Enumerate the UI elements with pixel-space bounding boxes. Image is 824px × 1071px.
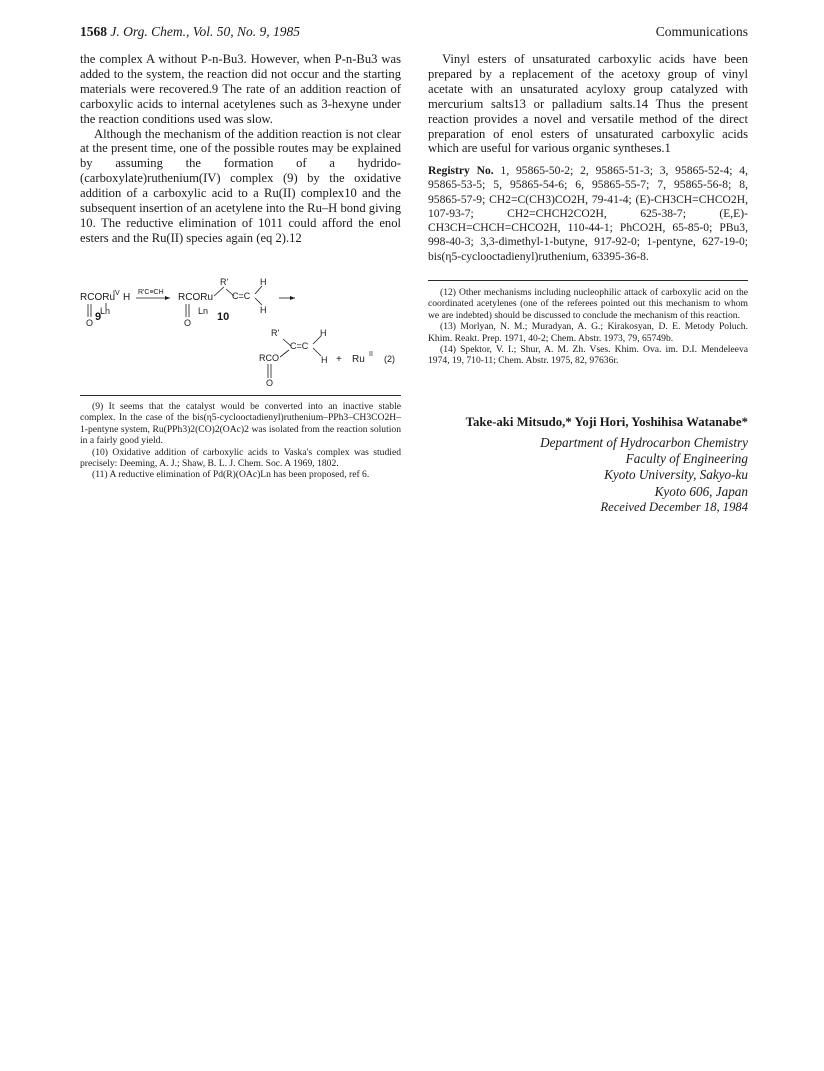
affiliation-city: Kyoto 606, Japan xyxy=(654,483,748,499)
acetylene-reagent: R'C≡CH xyxy=(138,289,164,296)
product-h2: H xyxy=(321,355,328,365)
page-number: 1568 xyxy=(80,24,107,39)
affiliation-department: Department of Hydrocarbon Chemistry xyxy=(540,435,748,450)
complex-10-formula: RCORu xyxy=(178,292,214,303)
complex-10-h2-bond xyxy=(255,298,262,305)
product-h2-bond xyxy=(313,348,321,356)
volume-issue: Vol. 50, No. 9, 1985 xyxy=(192,24,301,39)
author-list: Take-aki Mitsudo,* Yoji Hori, Yoshihisa Watanabe* xyxy=(465,415,748,429)
affiliation xyxy=(428,435,748,500)
paragraph-1: the complex A without P-n-Bu3. However, when P-n-Bu3 was added to the system, the reaction did not occur and the starting materials were recovered.9 The rate of an addition reaction of carboxylic acids to internal acetylenes such as 3-hexyne under the reaction conditions used was slow. xyxy=(80,52,401,126)
complex-10-ru-c-bond xyxy=(214,287,224,296)
compound-label-9: 9 xyxy=(95,311,102,323)
footnote-14: (14) Spektor, V. I.; Shur, A. M. Zh. Vses. Khim. Ova. im. D.I. Mendeleeva 1974, 19, 710-11; Chem. Abstr. 1975, 82, 97636r. xyxy=(428,344,748,367)
complex-10-h1: H xyxy=(260,277,267,287)
affiliation-university: Kyoto University, Sakyo-ku xyxy=(604,467,748,483)
reaction-arrow-2-head xyxy=(290,296,295,300)
complex-10-r-prime: R' xyxy=(220,277,229,287)
ruthenium-species: Ru xyxy=(352,354,365,365)
reaction-arrow-1-head xyxy=(165,296,170,300)
complex-10-h2: H xyxy=(260,305,267,315)
footnote-9: (9) It seems that the catalyst would be converted into an inactive stable complex. In the case of the bis(η5-cyclooctadienyl)ruthenium–PPh3–CH3CO2H–1-pentyne system, Ru(PPh3)2(CO)2(OAc)2 was isolated from the reaction solution in a fairly good yield. xyxy=(80,401,401,447)
reaction-scheme-eq2 xyxy=(78,276,408,418)
registry-label: Registry No. xyxy=(428,164,494,177)
running-header xyxy=(80,24,748,44)
complex-10-oxygen: O xyxy=(184,318,192,328)
product-oxygen: O xyxy=(266,378,274,388)
complex-10-h1-bond xyxy=(255,286,262,294)
ruthenium-oxidation-state: II xyxy=(369,351,373,358)
product-ester-group: RCO xyxy=(259,353,279,363)
right-footnotes xyxy=(428,287,748,367)
complex-10-alkene: C=C xyxy=(232,291,251,301)
product-alkene: C=C xyxy=(290,341,309,351)
product-r-prime: R' xyxy=(271,328,280,338)
complex-9-formula: RCORu xyxy=(80,292,116,303)
complex-9-oxidation-state: IV xyxy=(113,290,120,297)
complex-9-ligand: Ln xyxy=(100,306,111,316)
complex-10-ligand: Ln xyxy=(198,306,209,316)
paragraph-2: Although the mechanism of the addition reaction is not clear at the present time, one of the possible routes may be explained by assuming the formation of a hydrido-(carboxylate)ruthenium(IV) complex (9) by the oxidative addition of a carboxylic acid to a Ru(II) complex10 and the subsequent insertion of an acetylene into the Ru–H bond giving 10. The reductive elimination of 1011 could afford the enol esters and the Ru(II) species again (eq 2).12 xyxy=(80,126,401,245)
footnote-11: (11) A reductive elimination of Pd(R)(OAc)Ln has been proposed, ref 6. xyxy=(92,469,370,481)
affiliation-faculty: Faculty of Engineering xyxy=(625,451,748,467)
right-footnote-rule xyxy=(428,280,748,281)
received-date: Received December 18, 1984 xyxy=(600,500,748,514)
paragraph-3: Vinyl esters of unsaturated carboxylic acids have been prepared by a replacement of the acetoxy group of vinyl acetate with an unsaturated acyloxy group catalyzed with mercurium salts13 or palladium salts.14 Thus the present reaction provides a novel and versatile method of the direct preparation of enol esters of unsaturated carboxylic acids which are useful for various organic syntheses.1 xyxy=(428,52,748,156)
header-left xyxy=(80,24,300,40)
left-footnotes xyxy=(80,401,401,481)
journal-name: J. Org. Chem., xyxy=(110,24,190,39)
product-h1: H xyxy=(320,328,327,338)
registry-numbers xyxy=(428,164,751,264)
footnote-12: (12) Other mechanisms including nucleophilic attack of carboxylic acid on the coordinated acetylenes (one of the referees pointed out this mechanism to whom we are indebted) should be discussed to conclude the mechanism of this reaction. xyxy=(428,287,748,321)
compound-label-10: 10 xyxy=(217,311,230,323)
footnote-10: (10) Oxidative addition of carboxylic acids to Vaska's complex was studied precisely: Deeming, A. J.; Shaw, B. L. J. Chem. Soc. A 1969, 1802. xyxy=(80,446,401,470)
right-column xyxy=(428,52,748,156)
product-plus: + xyxy=(336,354,342,365)
product-ester-bond xyxy=(280,350,289,357)
section-name: Communications xyxy=(655,24,748,39)
left-column xyxy=(80,52,401,246)
registry-text: 1, 95865-50-2; 2, 95865-51-3; 3, 95865-52-4; 4, 95865-53-5; 5, 95865-54-6; 6, 95865-55-7; 7, 95865-56-8; 8, 95865-57-9; CH2=C(CH3)CO2H, 79-41-4; (E)-CH3CH=CHCO2H, 107-93-7; CH2=CHCH2CO2H, 625-38-7; (E,E)-CH3CH=CHCH=CHCO2H, 110-44-1; PhCO2H, 65-85-0; PBu3, 998-40-3; 3,3-dimethyl-1-butyne, 917-92-0; 1-pentyne, 627-19-0; bis(η5-cyclooctadienyl)ruthenium, 63395-36-8. xyxy=(428,164,751,263)
left-footnote-rule xyxy=(80,395,401,396)
complex-9-oxygen: O xyxy=(86,318,94,328)
complex-9-hydride: H xyxy=(123,292,131,303)
footnote-13: (13) Morlyan, N. M.; Muradyan, A. G.; Kirakosyan, D. E. Metody Poluch. Khim. Reakt. Prep. 1971, 40-2; Chem. Abstr. 1973, 79, 65749b. xyxy=(428,321,748,344)
equation-number: (2) xyxy=(384,354,395,364)
